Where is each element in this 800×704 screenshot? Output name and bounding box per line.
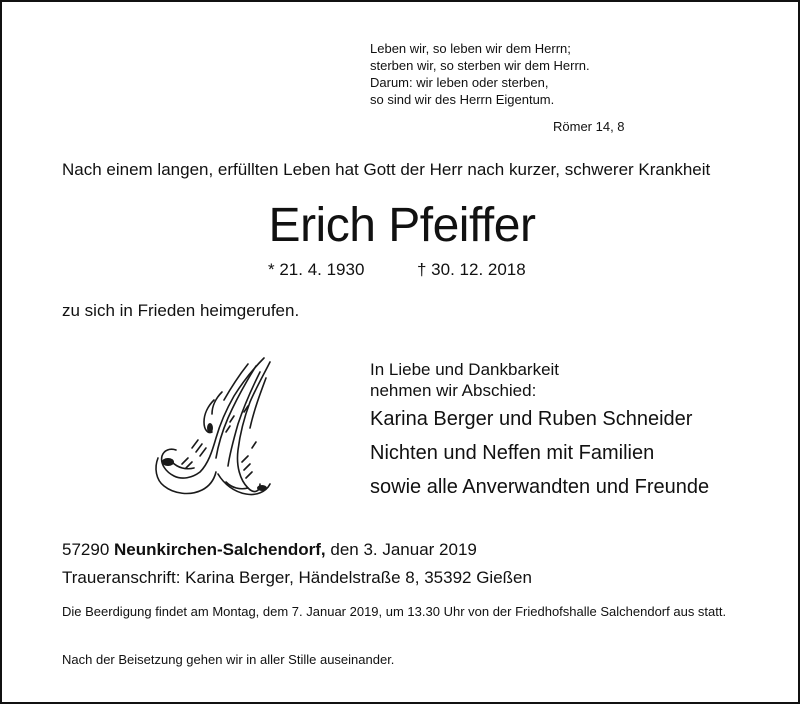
mourning-address: Traueranschrift: Karina Berger, Händelstraße 8, 35392 Gießen — [62, 568, 532, 587]
bible-verse — [370, 40, 590, 108]
town: Neunkirchen-Salchendorf, — [114, 540, 326, 559]
verse-line: Leben wir, so leben wir dem Herrn; — [370, 41, 571, 56]
farewell-line: In Liebe und Dankbarkeit — [370, 360, 560, 379]
verse-line: so sind wir des Herrn Eigentum. — [370, 92, 555, 107]
verse-line: Darum: wir leben oder sterben, — [370, 75, 549, 90]
verse-reference: Römer 14, 8 — [553, 119, 625, 134]
intro-text: Nach einem langen, erfüllten Leben hat Gott der Herr nach kurzer, schwerer Krankheit — [62, 160, 711, 179]
verse-line: sterben wir, so sterben wir dem Herrn. — [370, 58, 590, 73]
praying-hands-icon — [152, 352, 277, 500]
farewell-line: nehmen wir Abschied: — [370, 381, 537, 400]
place-date-line — [62, 540, 477, 560]
mourner-line: sowie alle Anverwandten und Freunde — [370, 476, 710, 498]
mourner-line: Karina Berger und Ruben Schneider — [370, 408, 693, 430]
deceased-name: Erich Pfeiffer — [268, 199, 536, 252]
mourner-line: Nichten und Neffen mit Familien — [370, 442, 655, 464]
closing-text: Nach der Beisetzung gehen wir in aller Stille auseinander. — [62, 652, 395, 667]
notice-date: den 3. Januar 2019 — [330, 540, 477, 559]
postcode: 57290 — [62, 540, 110, 559]
rest-text: zu sich in Frieden heimgerufen. — [62, 301, 300, 320]
death-date: † 30. 12. 2018 — [417, 260, 526, 279]
birth-date: * 21. 4. 1930 — [268, 260, 365, 279]
funeral-info: Die Beerdigung findet am Montag, dem 7. Januar 2019, um 13.30 Uhr von der Friedhofshalle Salchendorf aus statt. — [62, 604, 727, 619]
